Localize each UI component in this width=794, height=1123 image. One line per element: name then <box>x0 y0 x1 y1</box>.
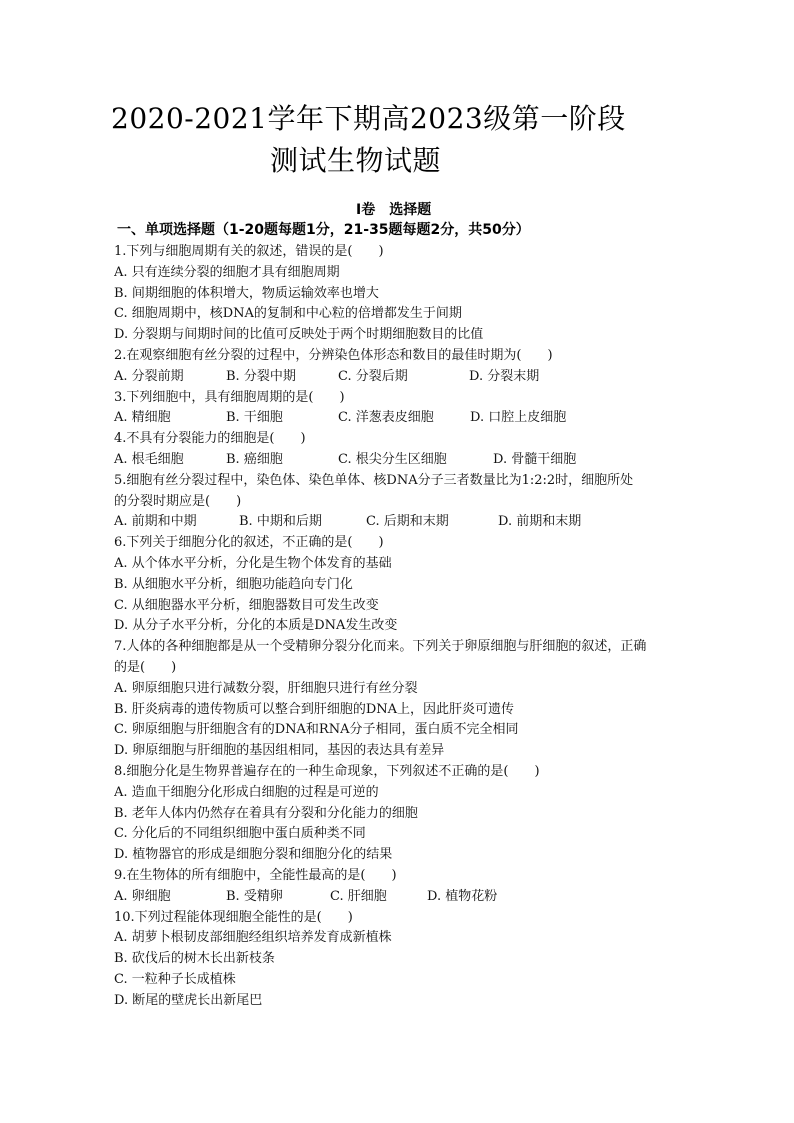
option-a: A. 从个体水平分析，分化是生物个体发育的基础 <box>114 555 392 571</box>
option-a: A. 卵细胞 <box>114 888 171 904</box>
option-c: C. 肝细胞 <box>330 888 387 904</box>
option-d: D. 从分子水平分析，分化的本质是DNA发生改变 <box>114 618 398 634</box>
option-c: C. 分化后的不同组织细胞中蛋白质种类不同 <box>114 826 366 842</box>
question-list <box>114 242 694 1011</box>
option-c: C. 卵原细胞与肝细胞含有的DNA和RNA分子相同，蛋白质不完全相同 <box>114 722 519 738</box>
option-c: C. 分裂后期 <box>338 368 408 384</box>
question-stem: 10.下列过程能体现细胞全能性的是( ) <box>114 909 353 925</box>
exam-title-line1: 2020-2021学年下期高2023级第一阶段 <box>111 102 626 135</box>
option-c: C. 洋葱表皮细胞 <box>338 410 434 426</box>
option-d: D. 前期和末期 <box>498 514 582 530</box>
question-stem: 9.在生物体的所有细胞中，全能性最高的是( ) <box>114 867 397 883</box>
option-c: C. 从细胞器水平分析，细胞器数目可发生改变 <box>114 597 379 613</box>
option-d: D. 分裂期与间期时间的比值可反映处于两个时期细胞数目的比值 <box>114 327 484 343</box>
option-row <box>114 887 694 908</box>
question-stem: 7.人体的各种细胞都是从一个受精卵分裂分化而来。下列关于卵原细胞与肝细胞的叙述，正确 <box>114 639 647 655</box>
option-d: D. 卵原细胞与肝细胞的基因组相同，基因的表达具有差异 <box>114 743 445 759</box>
option-a: A. 前期和中期 <box>114 514 197 530</box>
option-d: D. 分裂末期 <box>469 368 540 384</box>
question-9 <box>114 866 694 908</box>
question-stem-cont: 的是( ) <box>114 659 177 675</box>
option-d: D. 植物花粉 <box>427 888 498 904</box>
question-2 <box>114 346 694 388</box>
option-a: A. 分裂前期 <box>114 368 184 384</box>
option-a: A. 精细胞 <box>114 410 171 426</box>
option-b: B. 肝炎病毒的遗传物质可以整合到肝细胞的DNA上，因此肝炎可遗传 <box>114 701 515 717</box>
option-c: C. 细胞周期中，核DNA的复制和中心粒的倍增都发生于间期 <box>114 306 462 322</box>
option-row <box>114 367 694 388</box>
exam-title-line2: 测试生物试题 <box>270 144 442 177</box>
option-c: C. 一粒种子长成植株 <box>114 971 236 987</box>
question-stem: 6.下列关于细胞分化的叙述，不正确的是( ) <box>114 535 384 551</box>
part-title: 一、单项选择题（1-20题每题1分，21-35题每题2分，共50分） <box>117 222 530 238</box>
option-b: B. 从细胞水平分析，细胞功能趋向专门化 <box>114 576 353 592</box>
question-stem: 4.不具有分裂能力的细胞是( ) <box>114 431 306 447</box>
option-a: A. 卵原细胞只进行减数分裂，肝细胞只进行有丝分裂 <box>114 680 418 696</box>
option-b: B. 中期和后期 <box>239 514 322 530</box>
option-row <box>114 512 694 533</box>
option-d: D. 植物器官的形成是细胞分裂和细胞分化的结果 <box>114 847 393 863</box>
option-a: A. 根毛细胞 <box>114 451 184 467</box>
option-d: D. 骨髓干细胞 <box>493 451 577 467</box>
section-title: Ⅰ卷 选择题 <box>356 202 432 218</box>
option-c: C. 后期和末期 <box>366 514 449 530</box>
question-stem: 8.细胞分化是生物界普遍存在的一种生命现象，下列叙述不正确的是( ) <box>114 763 540 779</box>
question-3 <box>114 388 694 430</box>
question-7 <box>114 637 694 762</box>
option-a: A. 胡萝卜根韧皮部细胞经组织培养发育成新植株 <box>114 930 392 946</box>
question-stem: 1.下列与细胞周期有关的叙述，错误的是( ) <box>114 244 384 259</box>
question-stem: 2.在观察细胞有丝分裂的过程中，分辨染色体形态和数目的最佳时期为( ) <box>114 347 553 363</box>
question-10 <box>114 908 694 1012</box>
question-stem: 5.细胞有丝分裂过程中，染色体、染色单体、核DNA分子三者数量比为1:2:2时，细胞所处 <box>114 472 634 488</box>
option-b: B. 砍伐后的树木长出新枝条 <box>114 951 275 967</box>
option-row <box>114 408 694 429</box>
option-a: A. 造血干细胞分化形成白细胞的过程是可逆的 <box>114 784 379 800</box>
question-8 <box>114 762 694 866</box>
question-6 <box>114 533 694 637</box>
option-b: B. 老年人体内仍然存在着具有分裂和分化能力的细胞 <box>114 805 418 821</box>
option-b: B. 分裂中期 <box>226 368 296 384</box>
question-4 <box>114 429 694 471</box>
option-b: B. 癌细胞 <box>226 451 283 467</box>
option-b: B. 干细胞 <box>226 410 283 426</box>
option-d: D. 口腔上皮细胞 <box>470 410 567 426</box>
option-d: D. 断尾的壁虎长出新尾巴 <box>114 992 263 1008</box>
question-1 <box>114 242 694 346</box>
option-a: A. 只有连续分裂的细胞才具有细胞周期 <box>114 264 340 280</box>
option-b: B. 间期细胞的体积增大，物质运输效率也增大 <box>114 285 379 301</box>
option-c: C. 根尖分生区细胞 <box>338 451 447 467</box>
option-row <box>114 450 694 471</box>
option-b: B. 受精卵 <box>226 888 283 904</box>
question-stem-cont: 的分裂时期应是( ) <box>114 493 242 509</box>
question-stem: 3.下列细胞中，具有细胞周期的是( ) <box>114 389 345 405</box>
question-5 <box>114 471 694 533</box>
